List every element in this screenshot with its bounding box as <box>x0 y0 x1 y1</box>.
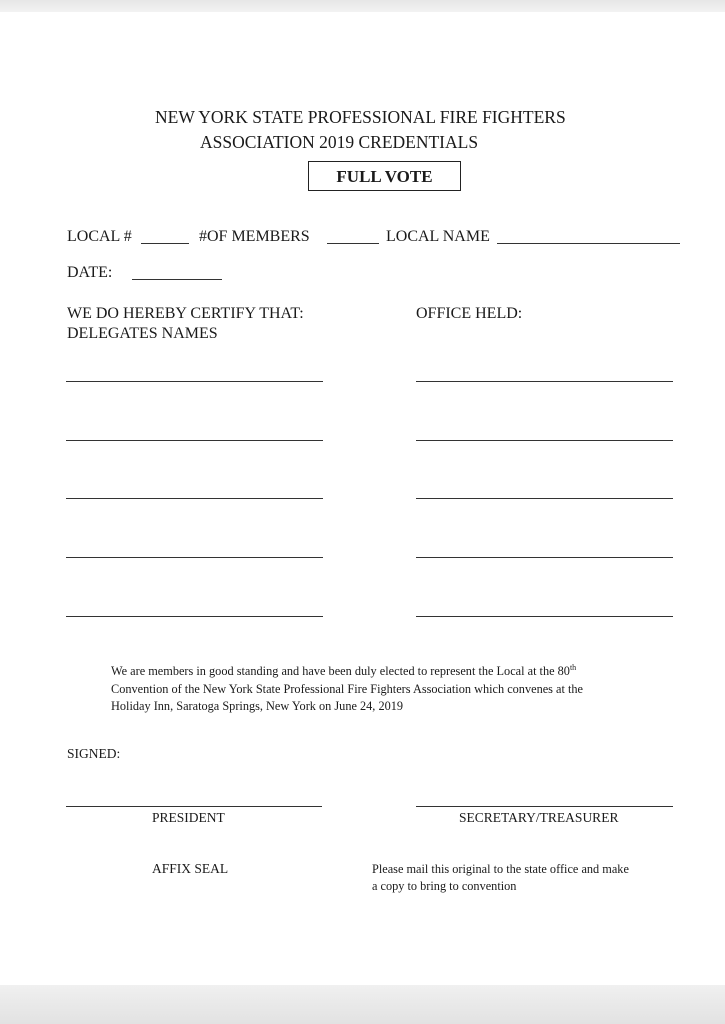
statement-line-1 <box>111 659 691 681</box>
membership-statement <box>111 659 691 716</box>
delegate-name-field-2[interactable] <box>66 440 323 441</box>
local-name-field[interactable] <box>497 243 680 244</box>
vote-type-box: FULL VOTE <box>308 161 461 191</box>
office-held-field-2[interactable] <box>416 440 673 441</box>
affix-seal-label: AFFIX SEAL <box>152 861 229 876</box>
delegate-name-field-3[interactable] <box>66 498 323 499</box>
statement-line-3: Holiday Inn, Saratoga Springs, New York on June 24, 2019 <box>111 699 404 714</box>
scan-edge-bottom <box>0 985 725 1024</box>
members-label: #OF MEMBERS <box>199 228 310 245</box>
statement-line-1-text: We are members in good standing and have been duly elected to represent the Local at the 80 <box>111 664 570 679</box>
date-label: DATE: <box>67 264 113 281</box>
signed-label: SIGNED: <box>67 746 121 761</box>
secretary-treasurer-label: SECRETARY/TREASURER <box>459 810 619 825</box>
delegates-names-label: DELEGATES NAMES <box>67 325 218 342</box>
form-title-line-2: ASSOCIATION 2019 CREDENTIALS <box>200 132 479 152</box>
local-number-label: LOCAL # <box>67 228 132 245</box>
local-number-field[interactable] <box>141 243 189 244</box>
local-name-label: LOCAL NAME <box>386 228 490 245</box>
office-held-field-3[interactable] <box>416 498 673 499</box>
form-title-line-1: NEW YORK STATE PROFESSIONAL FIRE FIGHTERS <box>155 107 566 127</box>
office-held-label: OFFICE HELD: <box>416 305 523 322</box>
office-held-field-1[interactable] <box>416 381 673 382</box>
mail-instructions-line-1: Please mail this original to the state office and make <box>372 862 629 876</box>
delegate-name-field-1[interactable] <box>66 381 323 382</box>
statement-line-2: Convention of the New York State Professional Fire Fighters Association which convenes at the <box>111 681 584 696</box>
president-label: PRESIDENT <box>152 810 225 825</box>
office-held-field-4[interactable] <box>416 557 673 558</box>
office-held-field-5[interactable] <box>416 616 673 617</box>
date-field[interactable] <box>132 279 222 280</box>
scan-edge-top <box>0 0 725 12</box>
ordinal-suffix: th <box>569 663 577 672</box>
certify-heading: WE DO HEREBY CERTIFY THAT: <box>67 305 304 322</box>
president-signature-field[interactable] <box>66 806 322 807</box>
delegate-name-field-4[interactable] <box>66 557 323 558</box>
delegate-name-field-5[interactable] <box>66 616 323 617</box>
members-field[interactable] <box>327 243 379 244</box>
mail-instructions-line-2: a copy to bring to convention <box>372 879 517 893</box>
secretary-signature-field[interactable] <box>416 806 673 807</box>
